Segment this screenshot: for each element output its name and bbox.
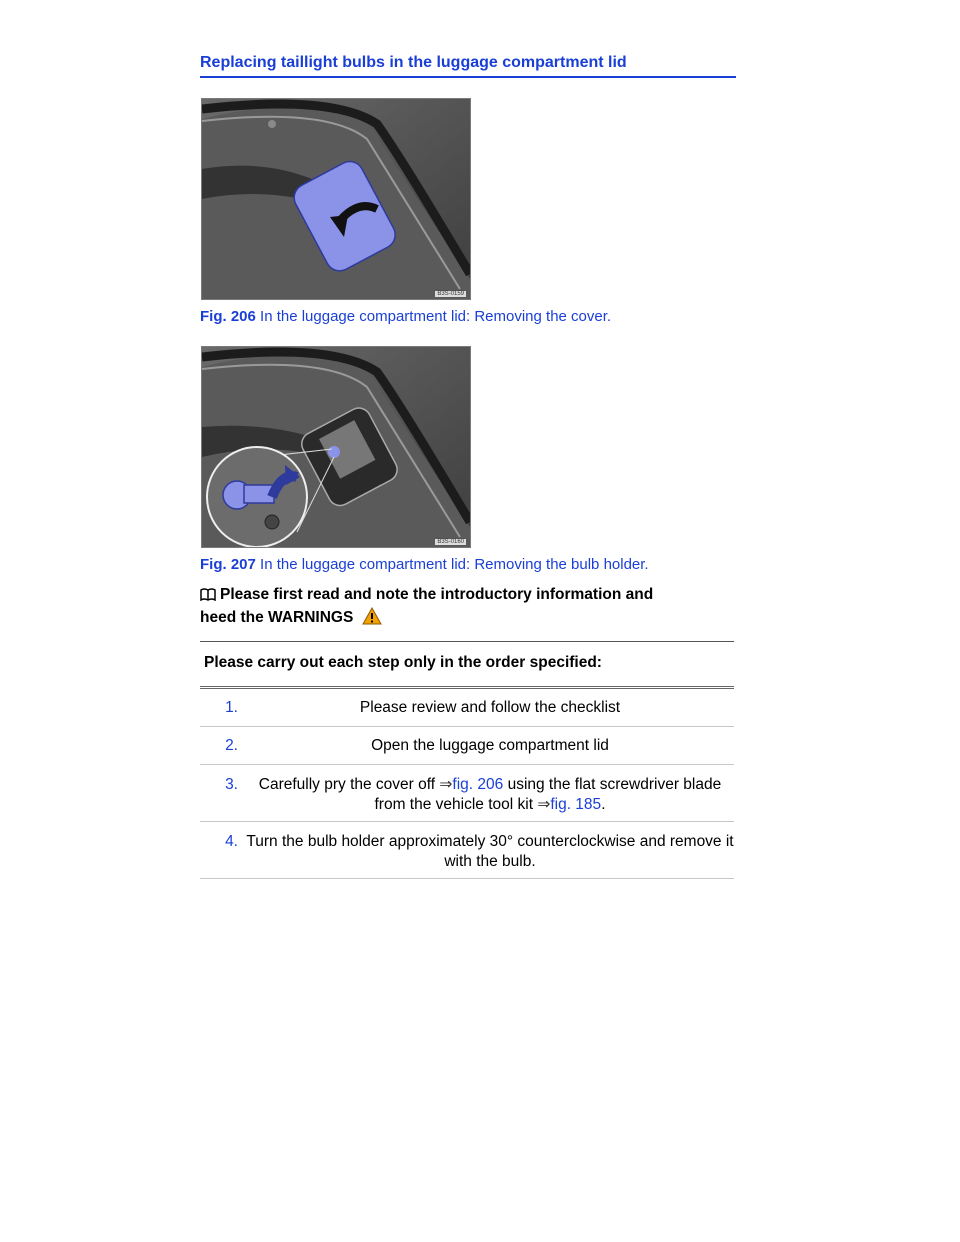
step-row (200, 689, 734, 727)
arrow-icon: ⇒ (537, 796, 551, 813)
step-number: 3. (225, 776, 238, 793)
warning-triangle-icon[interactable] (362, 607, 382, 631)
step-number: 1. (225, 698, 238, 716)
step-text (246, 775, 734, 815)
figure-label: Fig. 207 (200, 556, 256, 573)
figure-code: B3S-0159 (437, 291, 464, 297)
step-text-part: using the flat screwdriver blade from the vehicle tool kit (374, 776, 722, 813)
figure-207-image (201, 346, 471, 548)
figure-caption-text: In the luggage compartment lid: Removing the cover. (260, 308, 612, 325)
book-icon (200, 587, 216, 607)
figure-206-image (201, 98, 471, 300)
arrow-icon: ⇒ (439, 776, 453, 793)
step-text-part: Carefully pry the cover off (258, 776, 436, 793)
fig-185-link[interactable]: fig. 185 (550, 796, 602, 813)
figure-caption-text: In the luggage compartment lid: Removing the bulb holder. (260, 556, 649, 573)
step-text-end: . (601, 796, 606, 813)
figure-label: Fig. 206 (200, 308, 256, 325)
intro-text-line2: heed the WARNINGS (200, 609, 354, 626)
step-row (200, 822, 734, 879)
intro-text-line1: Please first read and note the introductory information and (220, 586, 654, 603)
step-row (200, 727, 734, 765)
section-title: Replacing taillight bulbs in the luggage compartment lid (200, 54, 736, 78)
step-number: 4. (225, 833, 238, 850)
figure-206-caption (200, 308, 611, 325)
step-text: Open the luggage compartment lid (371, 736, 609, 754)
steps-header: Please carry out each step only in the order specified: (200, 641, 734, 689)
step-text: Please review and follow the checklist (359, 698, 621, 716)
figure-207-caption (200, 556, 649, 573)
step-text: Turn the bulb holder approximately 30° counterclockwise and remove it with the bulb. (246, 833, 734, 870)
figure-code: B3S-0160 (437, 539, 464, 545)
fig-206-link[interactable]: fig. 206 (452, 776, 504, 793)
intro-note (200, 585, 740, 631)
step-row (200, 765, 734, 822)
step-number: 2. (225, 736, 238, 754)
steps-table (200, 641, 734, 879)
